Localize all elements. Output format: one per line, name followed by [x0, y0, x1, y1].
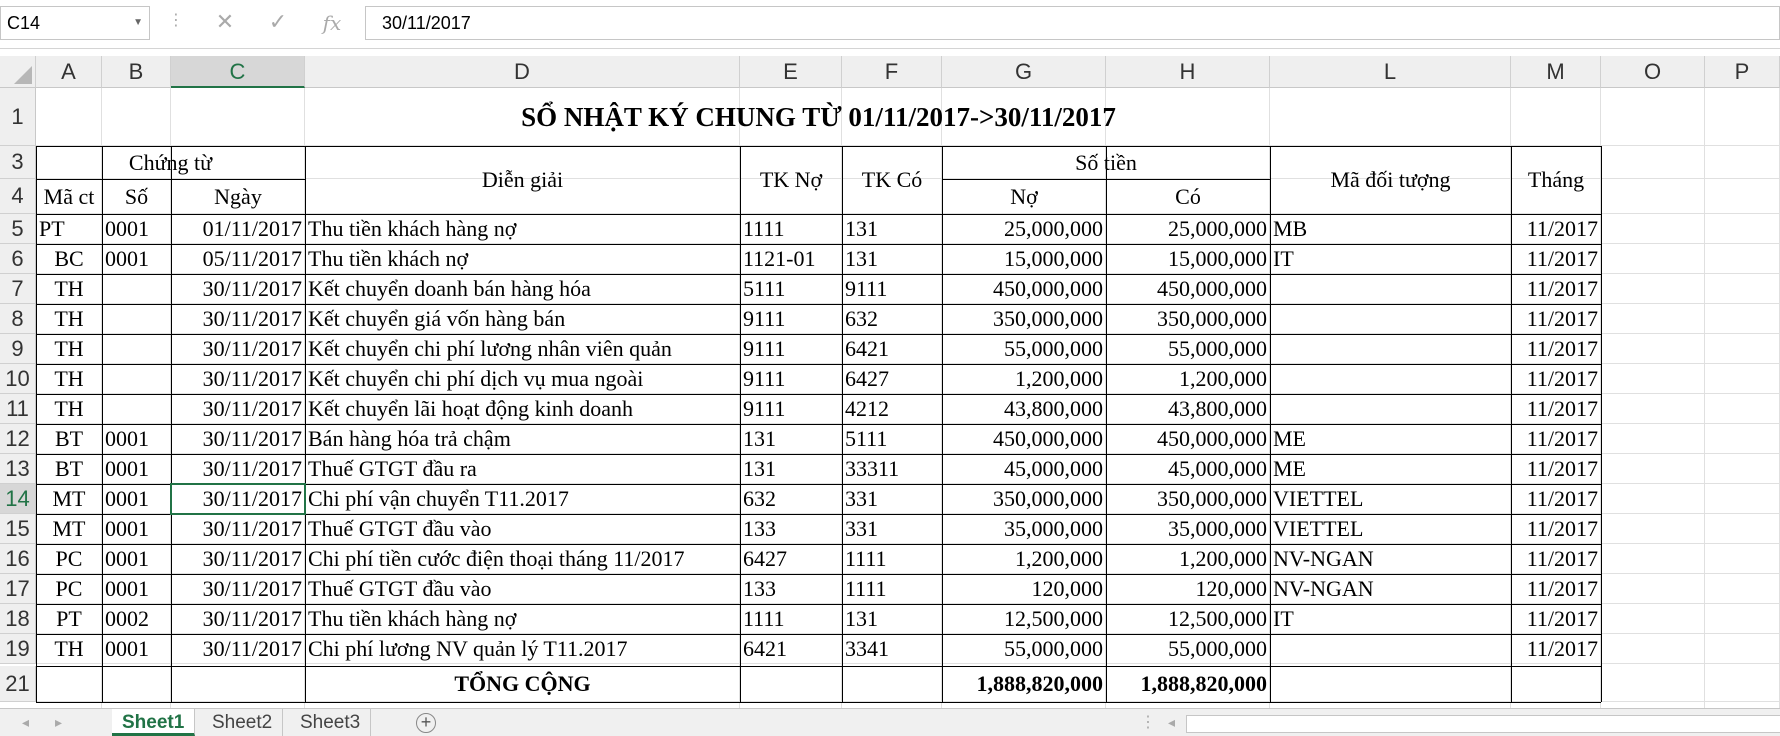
- column-header-f[interactable]: F: [842, 56, 942, 88]
- cell-doi-tuong[interactable]: [1270, 634, 1511, 664]
- cell-ma[interactable]: BT: [54, 426, 84, 451]
- row-header[interactable]: 18: [0, 604, 36, 634]
- cell-thang[interactable]: 11/2017: [1526, 396, 1598, 421]
- cell-thang[interactable]: 11/2017: [1526, 516, 1598, 541]
- cell-so[interactable]: 0001: [105, 456, 149, 481]
- table-border: [36, 666, 1601, 667]
- formula-bar: [0, 0, 1780, 49]
- select-all-corner[interactable]: [0, 56, 36, 88]
- cell-co[interactable]: 25,000,000: [1168, 216, 1267, 241]
- cell-doi-tuong[interactable]: VIETTEL: [1273, 516, 1364, 541]
- next-sheet-icon[interactable]: ▸: [55, 714, 63, 730]
- cell-no[interactable]: 35,000,000: [1004, 516, 1103, 541]
- cell-co[interactable]: 15,000,000: [1168, 246, 1267, 271]
- cell-ngay[interactable]: 30/11/2017: [202, 516, 302, 541]
- sheet-tab-bar: [0, 708, 1780, 736]
- cell-thang[interactable]: 11/2017: [1526, 216, 1598, 241]
- cell-doi-tuong[interactable]: IT: [1273, 606, 1294, 631]
- cell-ngay[interactable]: 30/11/2017: [202, 366, 302, 391]
- cell-so[interactable]: [102, 334, 171, 364]
- cell-so[interactable]: 0001: [105, 576, 149, 601]
- cell-tk-co[interactable]: 331: [845, 516, 878, 541]
- cell-ngay[interactable]: 30/11/2017: [202, 636, 302, 661]
- cell-dien-giai[interactable]: Kết chuyển giá vốn hàng bán: [308, 306, 566, 331]
- header-chung-tu: Chứng từ: [128, 149, 213, 175]
- cell-no[interactable]: 450,000,000: [993, 426, 1103, 451]
- cell-tk-co[interactable]: 1111: [845, 576, 887, 601]
- cell-tk-no[interactable]: 5111: [743, 276, 786, 301]
- cell-tk-co[interactable]: 6427: [845, 366, 889, 391]
- cell-doi-tuong[interactable]: IT: [1273, 246, 1294, 271]
- cell-dien-giai[interactable]: Bán hàng hóa trả chậm: [308, 426, 511, 451]
- cell-so[interactable]: [102, 394, 171, 424]
- cell-no[interactable]: 1,200,000: [1015, 366, 1103, 391]
- cell-ma[interactable]: TH: [54, 306, 84, 331]
- cell-tk-no[interactable]: 133: [743, 576, 776, 601]
- cell-ngay[interactable]: 30/11/2017: [202, 276, 302, 301]
- cell-dien-giai[interactable]: Thu tiền khách nợ: [308, 246, 469, 271]
- formula-bar-grip-icon: ⋮: [168, 10, 184, 29]
- scroll-grip-icon: ⋮: [1140, 714, 1156, 731]
- cell-so[interactable]: 0001: [105, 546, 149, 571]
- cell-tk-no[interactable]: 131: [743, 426, 776, 451]
- formula-input[interactable]: 30/11/2017: [365, 6, 1780, 40]
- header-so-tien: Số tiền: [1075, 149, 1137, 175]
- cell-ngay[interactable]: 01/11/2017: [202, 216, 302, 241]
- cell-ma[interactable]: BC: [54, 246, 84, 271]
- sheet-title: SỔ NHẬT KÝ CHUNG TỪ 01/11/2017->30/11/2017: [521, 101, 1116, 132]
- cell-no[interactable]: 25,000,000: [1004, 216, 1103, 241]
- insert-function-icon[interactable]: fx: [322, 11, 342, 35]
- header-thang: Tháng: [1527, 167, 1585, 192]
- cell-tk-no[interactable]: 131: [743, 456, 776, 481]
- cell-doi-tuong[interactable]: ME: [1273, 456, 1306, 481]
- cell-thang[interactable]: 11/2017: [1526, 246, 1598, 271]
- cell-doi-tuong[interactable]: NV-NGAN: [1273, 576, 1374, 601]
- column-header-o[interactable]: O: [1601, 56, 1705, 88]
- cell-thang[interactable]: 11/2017: [1526, 366, 1598, 391]
- cell-doi-tuong[interactable]: MB: [1273, 216, 1308, 241]
- cell-thang[interactable]: 11/2017: [1526, 306, 1598, 331]
- horizontal-scrollbar[interactable]: [1186, 715, 1780, 733]
- cell-co[interactable]: 35,000,000: [1168, 516, 1267, 541]
- enter-icon[interactable]: ✓: [268, 10, 288, 35]
- cell-thang[interactable]: 11/2017: [1526, 426, 1598, 451]
- cell-tk-co[interactable]: 33311: [845, 456, 900, 481]
- tab-sheet3[interactable]: Sheet3: [290, 709, 371, 736]
- cell-no[interactable]: 1,200,000: [1015, 546, 1103, 571]
- cell-tk-no[interactable]: 9111: [743, 336, 786, 361]
- cell-ma[interactable]: MT: [52, 516, 86, 541]
- header-so: Số: [124, 183, 149, 209]
- cell-dien-giai[interactable]: Kết chuyển chi phí lương nhân viên quản: [308, 336, 672, 361]
- cell-ma[interactable]: PC: [55, 546, 83, 571]
- column-header-c[interactable]: C: [171, 56, 305, 88]
- cell-doi-tuong[interactable]: [1270, 394, 1511, 424]
- cell-thang[interactable]: 11/2017: [1526, 336, 1598, 361]
- column-header-m[interactable]: M: [1511, 56, 1601, 88]
- add-sheet-icon[interactable]: +: [416, 713, 436, 733]
- cell-so[interactable]: 0001: [105, 246, 149, 271]
- cell-co[interactable]: 1,200,000: [1179, 366, 1267, 391]
- cell-thang[interactable]: 11/2017: [1526, 576, 1598, 601]
- cell-co[interactable]: 43,800,000: [1168, 396, 1267, 421]
- total-co: 1,888,820,000: [1140, 671, 1267, 696]
- row-header[interactable]: 9: [0, 334, 36, 364]
- cell-ngay[interactable]: 30/11/2017: [202, 426, 302, 451]
- cell-dien-giai[interactable]: Chi phí vận chuyển T11.2017: [308, 486, 569, 511]
- cell-tk-co[interactable]: 131: [845, 216, 878, 241]
- cell-no[interactable]: 120,000: [1031, 576, 1103, 601]
- row-header[interactable]: 19: [0, 634, 36, 664]
- row-header[interactable]: 7: [0, 274, 36, 304]
- cell-no[interactable]: 45,000,000: [1004, 456, 1103, 481]
- cell-no[interactable]: 12,500,000: [1004, 606, 1103, 631]
- cell-tk-co[interactable]: 6421: [845, 336, 889, 361]
- cell-co[interactable]: 45,000,000: [1168, 456, 1267, 481]
- row-header[interactable]: 10: [0, 364, 36, 394]
- cell-ngay[interactable]: 30/11/2017: [202, 336, 302, 361]
- cell-dien-giai[interactable]: Thuế GTGT đầu ra: [308, 456, 477, 481]
- column-header-l[interactable]: L: [1270, 56, 1511, 88]
- cell-doi-tuong[interactable]: [1270, 334, 1511, 364]
- column-header-p[interactable]: P: [1705, 56, 1780, 88]
- tab-sheet2[interactable]: Sheet2: [202, 709, 283, 736]
- cell-co[interactable]: 350,000,000: [1157, 486, 1267, 511]
- cell-tk-no[interactable]: 6421: [743, 636, 787, 661]
- prev-sheet-icon[interactable]: ◂: [22, 714, 30, 730]
- row-header[interactable]: 6: [0, 244, 36, 274]
- cell-co[interactable]: 450,000,000: [1157, 276, 1267, 301]
- cell-tk-co[interactable]: 131: [845, 246, 878, 271]
- cell-thang[interactable]: 11/2017: [1526, 546, 1598, 571]
- cell-co[interactable]: 55,000,000: [1168, 636, 1267, 661]
- cell-doi-tuong[interactable]: [1270, 304, 1511, 334]
- cell-co[interactable]: 120,000: [1195, 576, 1267, 601]
- scroll-left-icon[interactable]: ◂: [1168, 714, 1176, 730]
- cell-tk-co[interactable]: 9111: [845, 276, 888, 301]
- cell-dien-giai[interactable]: Kết chuyển chi phí dịch vụ mua ngoài: [308, 366, 644, 391]
- row-header[interactable]: 1: [0, 88, 36, 146]
- cell-so[interactable]: 0001: [105, 636, 149, 661]
- header-tk-no: TK Nợ: [759, 167, 823, 192]
- cell-tk-co[interactable]: 632: [845, 306, 878, 331]
- cell-ngay[interactable]: 30/11/2017: [202, 306, 302, 331]
- cell-tk-co[interactable]: 5111: [845, 426, 888, 451]
- cell-so[interactable]: 0001: [105, 486, 149, 511]
- cell-so[interactable]: 0001: [105, 426, 149, 451]
- cell-no[interactable]: 15,000,000: [1004, 246, 1103, 271]
- cell-no[interactable]: 43,800,000: [1004, 396, 1103, 421]
- cell-tk-no[interactable]: 1111: [743, 216, 785, 241]
- cell-tk-co[interactable]: 131: [845, 606, 878, 631]
- row-header[interactable]: 3: [0, 146, 36, 179]
- cell-doi-tuong[interactable]: VIETTEL: [1273, 486, 1364, 511]
- cell-tk-no[interactable]: 1121-01: [743, 246, 816, 271]
- cell-no[interactable]: 55,000,000: [1004, 336, 1103, 361]
- cell-co[interactable]: 350,000,000: [1157, 306, 1267, 331]
- header-tk-co: TK Có: [861, 167, 923, 192]
- row-header[interactable]: 11: [0, 394, 36, 424]
- cell-tk-no[interactable]: 9111: [743, 306, 786, 331]
- cell-ngay[interactable]: 05/11/2017: [202, 246, 302, 271]
- cell-doi-tuong[interactable]: ME: [1273, 426, 1306, 451]
- header-ma-ct: Mã ct: [43, 183, 95, 209]
- tab-sheet1[interactable]: Sheet1: [112, 709, 195, 736]
- cell-tk-co[interactable]: 331: [845, 486, 878, 511]
- header-co: Có: [1175, 183, 1201, 209]
- cell-doi-tuong[interactable]: [1270, 364, 1511, 394]
- cell-no[interactable]: 55,000,000: [1004, 636, 1103, 661]
- cell-dien-giai[interactable]: Thuế GTGT đầu vào: [308, 516, 492, 541]
- cell-co[interactable]: 55,000,000: [1168, 336, 1267, 361]
- cell-thang[interactable]: 11/2017: [1526, 636, 1598, 661]
- column-header-e[interactable]: E: [740, 56, 842, 88]
- cell-ngay[interactable]: 30/11/2017: [202, 576, 302, 601]
- cell-so[interactable]: 0001: [105, 216, 149, 241]
- cell-ma[interactable]: TH: [54, 396, 84, 421]
- cell-tk-no[interactable]: 6427: [743, 546, 787, 571]
- cancel-icon[interactable]: ✕: [215, 10, 235, 35]
- column-header-g[interactable]: G: [942, 56, 1106, 88]
- cell-ngay[interactable]: 30/11/2017: [202, 486, 302, 511]
- cell-ma[interactable]: PT: [39, 216, 65, 241]
- row-header[interactable]: 17: [0, 574, 36, 604]
- cell-ma[interactable]: PC: [55, 576, 83, 601]
- name-box[interactable]: [0, 6, 150, 40]
- column-header-h[interactable]: H: [1106, 56, 1270, 88]
- name-box-value: C14: [7, 13, 41, 33]
- cell-ma[interactable]: TH: [54, 366, 84, 391]
- row-header[interactable]: 8: [0, 304, 36, 334]
- cell-thang[interactable]: 11/2017: [1526, 276, 1598, 301]
- cell-so[interactable]: [102, 274, 171, 304]
- cell-tk-no[interactable]: 9111: [743, 366, 786, 391]
- cell-tk-no[interactable]: 133: [743, 516, 776, 541]
- row-header[interactable]: 5: [0, 214, 36, 244]
- cell-ma[interactable]: BT: [54, 456, 84, 481]
- cell-so[interactable]: 0001: [105, 516, 149, 541]
- cell-tk-no[interactable]: 632: [743, 486, 776, 511]
- cell-ngay[interactable]: 30/11/2017: [202, 606, 302, 631]
- cell-tk-no[interactable]: 9111: [743, 396, 786, 421]
- cell-ma[interactable]: PT: [56, 606, 82, 631]
- cell-dien-giai[interactable]: Thuế GTGT đầu vào: [308, 576, 492, 601]
- header-ma-doi-tuong: Mã đối tượng: [1330, 167, 1451, 192]
- cell-dien-giai[interactable]: Chi phí tiền cước điện thoại tháng 11/2017: [308, 546, 685, 571]
- cell-tk-co[interactable]: 3341: [845, 636, 889, 661]
- cell-thang[interactable]: 11/2017: [1526, 486, 1598, 511]
- cell-no[interactable]: 350,000,000: [993, 306, 1103, 331]
- cell-thang[interactable]: 11/2017: [1526, 606, 1598, 631]
- cell-ngay[interactable]: 30/11/2017: [202, 396, 302, 421]
- selected-cell-outline: [170, 483, 306, 515]
- row-header[interactable]: 16: [0, 544, 36, 574]
- row-header[interactable]: 14: [0, 484, 36, 514]
- total-label: TỔNG CỘNG: [454, 671, 591, 696]
- cell-so[interactable]: 0002: [105, 606, 149, 631]
- cell-so[interactable]: [102, 304, 171, 334]
- cell-co[interactable]: 12,500,000: [1168, 606, 1267, 631]
- cell-doi-tuong[interactable]: NV-NGAN: [1273, 546, 1374, 571]
- cell-so[interactable]: [102, 364, 171, 394]
- header-no: Nợ: [1010, 183, 1038, 209]
- cell-dien-giai[interactable]: Chi phí lương NV quản lý T11.2017: [308, 636, 628, 661]
- row-header[interactable]: 4: [0, 179, 36, 214]
- cell-no[interactable]: 350,000,000: [993, 486, 1103, 511]
- total-no: 1,888,820,000: [976, 671, 1103, 696]
- row-header[interactable]: 15: [0, 514, 36, 544]
- cell-tk-no[interactable]: 1111: [743, 606, 785, 631]
- cell-no[interactable]: 450,000,000: [993, 276, 1103, 301]
- table-border: [1601, 146, 1602, 702]
- header-dien-giai: Diễn giải: [481, 167, 564, 192]
- row-header[interactable]: 12: [0, 424, 36, 454]
- cell-ngay[interactable]: 30/11/2017: [202, 546, 302, 571]
- row-header[interactable]: 21: [0, 666, 36, 702]
- cell-tk-co[interactable]: 4212: [845, 396, 889, 421]
- cell-ngay[interactable]: 30/11/2017: [202, 456, 302, 481]
- cell-dien-giai[interactable]: Kết chuyển lãi hoạt động kinh doanh: [308, 396, 634, 421]
- cell-ma[interactable]: TH: [54, 336, 84, 361]
- name-box-dropdown-icon[interactable]: ▼: [133, 17, 143, 28]
- cell-ma[interactable]: TH: [54, 636, 84, 661]
- cell-ma[interactable]: MT: [52, 486, 86, 511]
- column-header-d[interactable]: D: [305, 56, 740, 88]
- cell-co[interactable]: 1,200,000: [1179, 546, 1267, 571]
- row-header[interactable]: 13: [0, 454, 36, 484]
- cell-co[interactable]: 450,000,000: [1157, 426, 1267, 451]
- cell-ma[interactable]: TH: [54, 276, 84, 301]
- column-header-b[interactable]: B: [102, 56, 171, 88]
- gridline: [1704, 88, 1705, 708]
- cell-doi-tuong[interactable]: [1270, 274, 1511, 304]
- cell-dien-giai[interactable]: Thu tiền khách hàng nợ: [308, 216, 517, 241]
- table-border: [36, 702, 1601, 703]
- cell-tk-co[interactable]: 1111: [845, 546, 887, 571]
- header-ngay: Ngày: [214, 183, 262, 209]
- cell-dien-giai[interactable]: Kết chuyển doanh bán hàng hóa: [308, 276, 591, 301]
- cell-thang[interactable]: 11/2017: [1526, 456, 1598, 481]
- column-header-a[interactable]: A: [36, 56, 102, 88]
- cell-dien-giai[interactable]: Thu tiền khách hàng nợ: [308, 606, 517, 631]
